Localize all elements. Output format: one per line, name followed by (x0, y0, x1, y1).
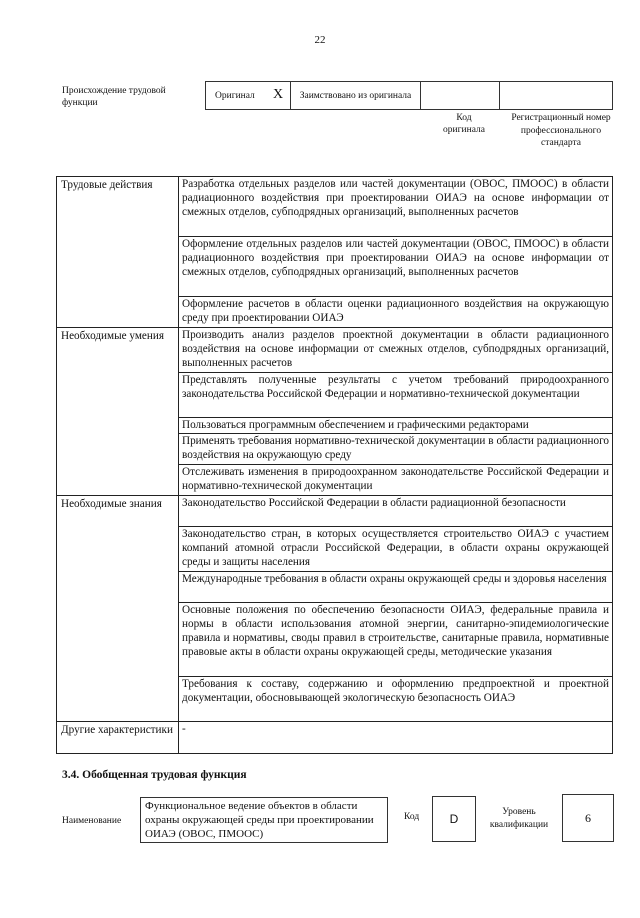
skill-item: Представлять полученные результаты с учетом требований природоохранного законодательства Российской Федерации и нормативно-технической документации (179, 373, 613, 418)
origin-label: Происхождение трудовой функции (62, 86, 166, 108)
knowledge-item: Законодательство стран, в которых осуществляется строительство ОИАЭ с участием компаний атомной отрасли Российской Федерации, в области охраны окружающей среды и защиты населения (179, 527, 613, 572)
code-caption: Код оригинала (443, 113, 485, 135)
knowledge-item: Требования к составу, содержанию и оформлению предпроектной и проектной документации, обосновывающей экологическую безопасность ОИАЭ (179, 677, 613, 722)
reg-caption: Регистрационный номер профессионального стандарта (511, 113, 611, 148)
original-mark: X (273, 87, 284, 102)
borrowed-label: Заимствовано из оригинала (291, 82, 421, 110)
labor-actions-label: Трудовые действия (57, 177, 179, 328)
origin-table (205, 81, 613, 110)
name-label: Наименование (62, 816, 122, 826)
reg-number-cell (500, 82, 613, 110)
skill-item: Производить анализ разделов проектной документации в области радиационного воздействия на основе информации от смежных отделов, субподрядных организаций, выполненных расчетов (179, 328, 613, 373)
knowledge-item: Международные требования в области охраны окружающей среды и здоровья населения (179, 572, 613, 603)
knowledge-item: Основные положения по обеспечению безопасности ОИАЭ, федеральные правила и нормы в области использования атомной энергии, санитарно-эпидемиологические правила и нормативы, своды правил в строительстве, санитарные правила, нормативные правовые акты в области охраны окружающей среды, методические указания (179, 603, 613, 677)
table-row (57, 328, 613, 373)
page-number: 22 (314, 34, 326, 46)
labor-action-item: Разработка отдельных разделов или частей документации (ОВОС, ПМООС) в области радиационного воздействия при проектировании ОИАЭ на основе информации от смежных отделов, субподрядных организаций, выполненных расчетов (179, 177, 613, 237)
level-value: 6 (562, 794, 614, 842)
knowledge-item: Законодательство Российской Федерации в области радиационной безопасности (179, 496, 613, 527)
original-code-cell (421, 82, 500, 110)
section-title: 3.4. Обобщенная трудовая функция (62, 769, 247, 781)
level-label: Уровень квалификации (489, 807, 549, 830)
labor-action-item: Оформление расчетов в области оценки радиационного воздействия на окружающую среду при проектировании ОИАЭ (179, 297, 613, 328)
table-row (57, 496, 613, 527)
code-value: D (432, 796, 476, 842)
skill-item: Применять требования нормативно-технической документации в области радиационного воздействия на окружающую среду (179, 434, 613, 465)
skills-label: Необходимые умения (57, 328, 179, 496)
original-label: Оригинал (215, 91, 255, 101)
name-value: Функциональное ведение объектов в области охраны окружающей среды при проектировании ОИАЭ (ОВОС, ПМООС) (140, 797, 388, 843)
other-label: Другие характеристики (57, 722, 179, 754)
table-row (57, 722, 613, 754)
table-row (57, 177, 613, 237)
other-value: - (179, 722, 613, 754)
code-label: Код (404, 812, 420, 822)
skill-item: Отслеживать изменения в природоохранном законодательстве Российской Федерации и нормативно-технической документации (179, 465, 613, 496)
knowledge-label: Необходимые знания (57, 496, 179, 722)
labor-action-item: Оформление отдельных разделов или частей документации (ОВОС, ПМООС) в области радиационного воздействия при проектировании ОИАЭ на основе информации от смежных отделов, субподрядных организаций, выполненных расчетов (179, 237, 613, 297)
skill-item: Пользоваться программным обеспечением и графическими редакторами (179, 418, 613, 434)
original-cell (206, 82, 291, 110)
function-table (56, 176, 613, 754)
